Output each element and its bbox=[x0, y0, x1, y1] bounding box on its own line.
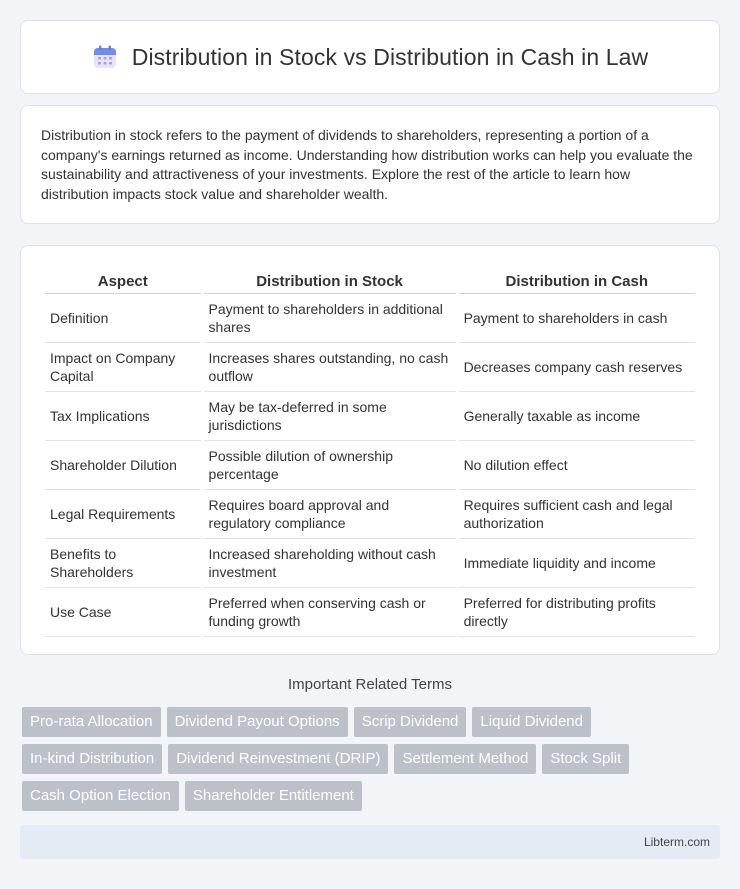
stock-cell: Possible dilution of ownership percentage bbox=[204, 441, 456, 490]
stock-cell: May be tax-deferred in some jurisdictions bbox=[204, 392, 456, 441]
related-term-tag[interactable]: Shareholder Entitlement bbox=[185, 781, 362, 811]
stock-cell: Preferred when conserving cash or funding growth bbox=[204, 588, 456, 637]
header-aspect: Aspect bbox=[45, 266, 201, 294]
stock-cell: Payment to shareholders in additional shares bbox=[204, 294, 456, 343]
aspect-cell: Legal Requirements bbox=[45, 490, 201, 539]
intro-text: Distribution in stock refers to the payment of dividends to shareholders, representing a portion of a company's earnings returned as income. Understanding how distribution works can help you evaluate the sustainability and attractiveness of your investments. Explore the rest of the article to learn how distribution impacts stock value and shareholder wealth. bbox=[41, 127, 693, 202]
related-term-tag[interactable]: Liquid Dividend bbox=[472, 707, 591, 737]
cash-cell: No dilution effect bbox=[459, 441, 695, 490]
cash-cell: Preferred for distributing profits directly bbox=[459, 588, 695, 637]
table-row bbox=[45, 588, 695, 637]
aspect-cell: Benefits to Shareholders bbox=[45, 539, 201, 588]
cash-cell: Decreases company cash reserves bbox=[459, 343, 695, 392]
table-row bbox=[45, 343, 695, 392]
cash-cell: Immediate liquidity and income bbox=[459, 539, 695, 588]
aspect-cell: Impact on Company Capital bbox=[45, 343, 201, 392]
related-term-tag[interactable]: Dividend Reinvestment (DRIP) bbox=[168, 744, 388, 774]
table-row bbox=[45, 392, 695, 441]
related-term-tag[interactable]: Stock Split bbox=[542, 744, 629, 774]
aspect-cell: Shareholder Dilution bbox=[45, 441, 201, 490]
table-row bbox=[45, 539, 695, 588]
related-terms-title: Important Related Terms bbox=[288, 676, 452, 693]
related-term-tag[interactable]: Pro-rata Allocation bbox=[22, 707, 161, 737]
related-term-tag[interactable]: Settlement Method bbox=[394, 744, 536, 774]
table-row bbox=[45, 294, 695, 343]
aspect-cell: Use Case bbox=[45, 588, 201, 637]
table-row bbox=[45, 441, 695, 490]
aspect-cell: Definition bbox=[45, 294, 201, 343]
stock-cell: Requires board approval and regulatory compliance bbox=[204, 490, 456, 539]
aspect-cell: Tax Implications bbox=[45, 392, 201, 441]
header-stock: Distribution in Stock bbox=[204, 266, 456, 294]
related-term-tag[interactable]: In-kind Distribution bbox=[22, 744, 162, 774]
table-row bbox=[45, 490, 695, 539]
footer bbox=[20, 825, 720, 859]
related-terms-list bbox=[22, 707, 722, 811]
header-cash: Distribution in Cash bbox=[459, 266, 695, 294]
related-term-tag[interactable]: Cash Option Election bbox=[22, 781, 179, 811]
page-title: Distribution in Stock vs Distribution in Cash in Law bbox=[131, 43, 649, 70]
calendar-icon bbox=[92, 44, 118, 70]
table-header-row bbox=[45, 266, 695, 294]
stock-cell: Increases shares outstanding, no cash outflow bbox=[204, 343, 456, 392]
related-term-tag[interactable]: Dividend Payout Options bbox=[167, 707, 348, 737]
footer-site-link[interactable]: Libterm.com bbox=[643, 835, 710, 849]
comparison-table bbox=[42, 266, 698, 637]
comparison-table-card bbox=[20, 245, 720, 655]
stock-cell: Increased shareholding without cash investment bbox=[204, 539, 456, 588]
cash-cell: Generally taxable as income bbox=[459, 392, 695, 441]
cash-cell: Requires sufficient cash and legal authorization bbox=[459, 490, 695, 539]
intro-card bbox=[20, 105, 720, 224]
cash-cell: Payment to shareholders in cash bbox=[459, 294, 695, 343]
related-term-tag[interactable]: Scrip Dividend bbox=[354, 707, 467, 737]
title-card bbox=[20, 20, 720, 94]
